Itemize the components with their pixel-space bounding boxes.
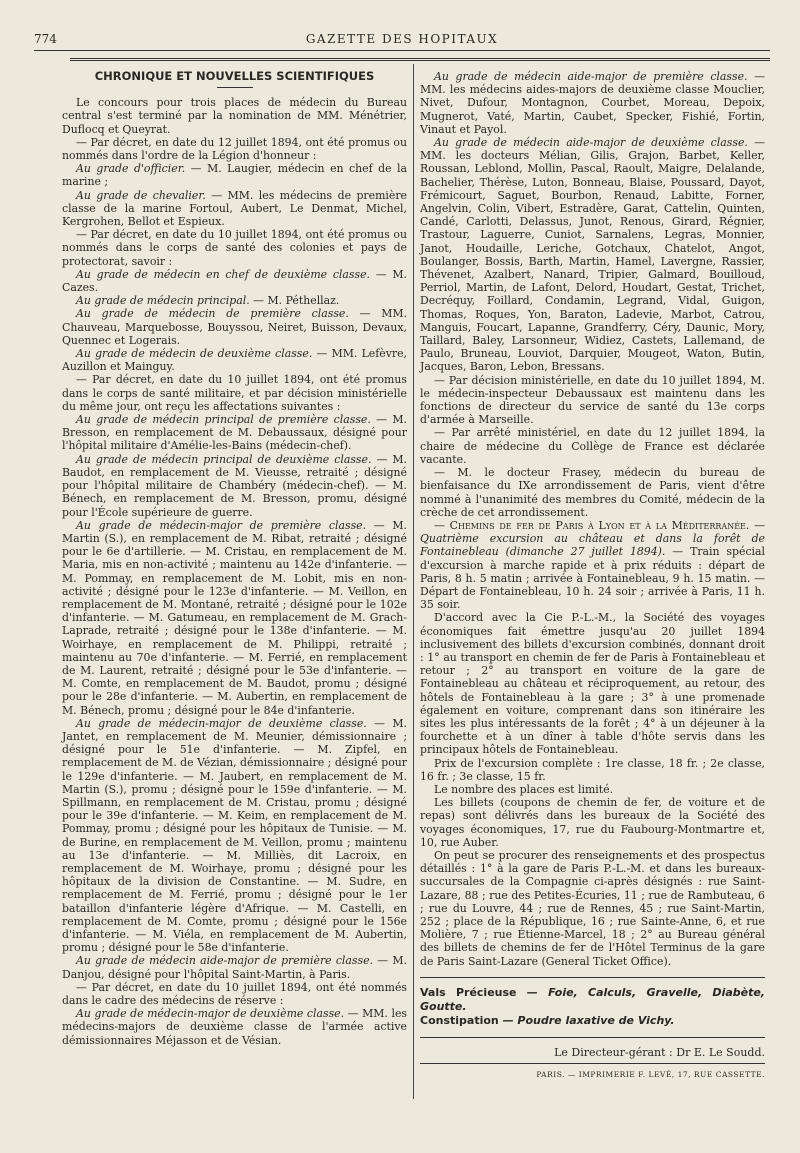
paragraph: [420, 519, 765, 611]
left-column: [62, 70, 407, 1047]
page-number: 774: [34, 32, 57, 46]
paragraph-lead: Au grade de médecin principal de deuxième classe.: [76, 452, 372, 466]
right-column: [420, 70, 765, 1081]
paragraph-lead: Au grade de médecin aide-major de deuxième classe.: [434, 136, 748, 150]
advertisement-line: [420, 986, 765, 1014]
paragraph: [420, 374, 765, 427]
paragraph-text: — MM. Chauveau, Marquebosse, Bouyssou, Neiret, Buisson, Devaux, Quennec et Logerais.: [62, 307, 407, 347]
paragraph-text: On peut se procurer des renseignements et des prospectus détaillés : 1° à la gare de Paris P.-L.-M. et dans les bureaux-succursales de la Compagnie ci-après désignés : rue Saint-Lazare, 88 ; rue des Petites-Écuries, 11 ; rue de Rambuteau, 6 ; rue du Louvre, 44 ; rue de Rennes, 45 ; rue Saint-Martin, 252 ; place de la République, 16 ; rue Sainte-Anne, 6, et rue Molière, 7 ; rue Étienne-Marcel, 18 ; 2° au Bureau général des billets de chemins de fer de l'Hôtel Terminus de la gare de Paris Saint-Lazare (General Ticket Office).: [420, 848, 765, 968]
paragraph-lead: Au grade de médecin de première classe.: [76, 307, 349, 321]
paragraph-lead: Au grade de médecin-major de deuxième classe.: [76, 1007, 345, 1021]
printer-imprint: PARIS. — IMPRIMERIE F. LEVÉ, 17, RUE CASSETTE.: [420, 1063, 765, 1081]
column-divider: [413, 64, 414, 1099]
advertisement-text: — Foie, Calculs, Gravelle, Diabète, Goutte.: [420, 985, 765, 1013]
header-rule: [34, 50, 770, 51]
paragraph-lead: Au grade de médecin principal.: [76, 294, 250, 308]
advertisements: [420, 986, 765, 1028]
director-signature: Le Directeur-gérant : Dr E. Le Soudd.: [554, 1045, 765, 1059]
paragraph-text: Le nombre des places est limité.: [434, 782, 614, 796]
paragraph: [62, 307, 407, 347]
paragraph-lead: — Quatrième excursion au château et dans la forêt de Fontainebleau (dimanche 27 juillet 1894).: [420, 518, 765, 559]
section-title: CHRONIQUE ET NOUVELLES SCIENTIFIQUES: [94, 69, 375, 83]
paragraph: [420, 783, 765, 796]
paragraph-lead: Au grade de médecin-major de deuxième classe.: [76, 716, 367, 730]
paragraph-text: — MM. les médecins-majors de deuxième classe de l'armée active démissionnaires Méjasson et de Vésian.: [62, 1007, 407, 1047]
signature-rule: [420, 1037, 765, 1038]
paragraph: [420, 757, 765, 783]
paragraph: [62, 268, 407, 294]
advertisement-line: [420, 1014, 765, 1028]
paragraph-caps-heading: — Chemins de fer de Paris à Lyon et à la Méditerranée.: [434, 518, 750, 532]
paragraph: [62, 413, 407, 453]
paragraph-text: — MM. les médecins aides-majors de deuxième classe Mouclier, Nivet, Dufour, Montagnon, Courbet, Moreau, Depoix, Mugnerot, Vaté, Martin, Caubet, Specker, Fishié, Fortin, Vinaut et Payol.: [420, 70, 765, 136]
advertisement-label: Constipation: [420, 1013, 499, 1027]
paragraph-lead: Au grade de médecin en chef de deuxième classe.: [76, 267, 370, 281]
paragraph: [62, 519, 407, 717]
paragraph-text: — M. Jantet, en remplacement de M. Meunier, démissionnaire ; désigné pour le 51e d'infanterie. — M. Zipfel, en remplacement de M. de Vézian, démissionnaire ; désigné pour le 129e d'infanterie. — M. Jaubert, en remplacement de M. Martin (S.), promu ; désigné pour le 159e d'infanterie. — M. Spillmann, en remplacement de M. Cristau, promu ; désigné pour le 39e d'infanterie. — M. Keim, en remplacement de M. Pommay, promu ; désigné pour les hôpitaux de Tunisie. — M. de Burine, en remplacement de M. Veillon, promu ; maintenu au 13e d'infanterie. — M. Milliès, dit Lacroix, en remplacement de M. Woirhaye, promu ; désigné pour les hôpitaux de la division de Constantine. — M. Sudre, en remplacement de M. Ferrié, promu ; désigné pour le 1er bataillon d'infanterie légère d'Afrique. — M. Castelli, en remplacement de M. Comte, promu ; désigné pour le 156e d'infanterie. — M. Viéla, en remplacement de M. Aubertin, promu ; désigné pour le 58e d'infanterie.: [62, 716, 407, 955]
paragraph-text: — M. Baudot, en remplacement de M. Vieusse, retraité ; désigné pour l'hôpital militaire de Chambéry (médecin-chef). — M. Bénech, en remplacement de M. Bresson, promu, désigné pour l'École supérieure de guerre.: [62, 452, 407, 519]
paragraph-text: — Par décret, en date du 10 juillet 1894, ont été nommés dans le cadre des médecins de réserve :: [62, 980, 407, 1008]
paragraph-text: — MM. les médecins de première classe de la marine Fortoul, Aubert, Le Denmat, Michel, Kergrohen, Bellot et Espieux.: [62, 188, 407, 229]
paragraph: [62, 453, 407, 519]
paragraph: [420, 611, 765, 756]
paragraph-text: — Par décision ministérielle, en date du 10 juillet 1894, M. le médecin-inspecteur Debaussaux est maintenu dans les fonctions de directeur du service de santé du 13e corps d'armée à Marseille.: [420, 373, 765, 427]
paragraph-text: — M. Danjou, désigné pour l'hôpital Saint-Martin, à Paris.: [62, 954, 407, 981]
paragraph-text: D'accord avec la Cie P.-L.-M., la Société des voyages économiques fait émettre jusqu'au 20 juillet 1894 inclusivement des billets d'excursion combinés, donnant droit : 1° au transport en chemin de fer de Paris à Fontainebleau et retour ; 2° au transport en voiture de la gare de Fontainebleau au château et réciproquement, au retour, des hôtels de Fontainebleau à la gare ; 3° à une promenade également en voiture, comprenant dans son itinéraire les sites les plus intéressants de la forêt ; 4° à un déjeuner à la fourchette et à un dîner à table d'hôte servis dans les principaux hôtels de Fontainebleau.: [420, 611, 765, 757]
paragraph: [420, 136, 765, 374]
paragraph: [62, 347, 407, 373]
paragraph: [62, 189, 407, 229]
paragraph: [62, 228, 407, 268]
paragraph-text: — MM. Lefèvre, Auzillon et Mainguy.: [62, 347, 407, 374]
paragraph-text: — M. Laugier, médecin en chef de la marine ;: [62, 162, 407, 189]
paragraph: [62, 294, 407, 307]
paragraph-lead: Au grade de chevalier.: [76, 188, 206, 202]
paragraph: [420, 466, 765, 519]
paragraph: [62, 981, 407, 1007]
paragraph: [62, 717, 407, 955]
paragraph-text: — M. Péthellaz.: [249, 294, 340, 308]
paragraph: [62, 96, 407, 136]
paragraph: [420, 849, 765, 968]
paragraph-text: — Par décret, en date du 10 juillet 1894, ont été promus ou nommés dans le corps de santé des colonies et pays de protectorat, savoir :: [62, 228, 407, 268]
paragraph: [62, 1007, 407, 1047]
paragraph-text: — Train spécial d'excursion à marche rapide et à prix réduits : départ de Paris, 8 h. 5 matin ; arrivée à Fontainebleau, 9 h. 15 matin. — Départ de Fontainebleau, 10 h. 24 soir ; arrivée à Paris, 11 h. 35 soir.: [420, 545, 765, 612]
page-header: [34, 32, 770, 50]
title-dash: [217, 87, 253, 88]
paragraph-text: — M. Cazes.: [62, 267, 407, 295]
paragraph-text: — M. Bresson, en remplacement de M. Debaussaux, désigné pour l'hôpital militaire d'Amélie-les-Bains (médecin-chef).: [62, 413, 407, 453]
paragraph-text: — Par arrêté ministériel, en date du 12 juillet 1894, la chaire de médecine du Collège de France est déclarée vacante.: [420, 426, 765, 466]
paragraph-lead: Au grade d'officier.: [76, 162, 186, 176]
header-double-rule: [70, 58, 770, 61]
paragraph: [62, 136, 407, 162]
paragraph: [62, 373, 407, 413]
paragraph: [62, 954, 407, 980]
right-paragraphs: [420, 70, 765, 968]
paragraph-lead: Au grade de médecin de deuxième classe.: [76, 347, 313, 361]
advertisement-label: Vals Précieuse: [420, 985, 517, 999]
advertisement-text: — Poudre laxative de Vichy.: [498, 1013, 675, 1027]
paragraph-text: — Par décret, en date du 10 juillet 1894, ont été promus dans le corps de santé militaire, et par décision ministérielle du même jour, ont reçu les affectations suivantes :: [62, 373, 407, 413]
paragraph-text: Le concours pour trois places de médecin du Bureau central s'est terminé par la nomination de MM. Ménétrier, Duflocq et Queyrat.: [62, 96, 407, 136]
paragraph: [62, 162, 407, 188]
paragraph: [420, 796, 765, 849]
paragraph-lead: Au grade de médecin principal de première classe.: [76, 413, 371, 427]
publication-title: GAZETTE DES HOPITAUX: [305, 32, 499, 46]
left-paragraphs: [62, 96, 407, 1047]
paragraph-text: — M. le docteur Frasey, médecin du bureau de bienfaisance du IXe arrondissement de Paris, vient d'être nommé à l'unanimité des membres du Comité, médecin de la crèche de cet arrondissement.: [420, 466, 765, 519]
ads-rule: [420, 977, 765, 978]
paragraph-text: — M. Martin (S.), en remplacement de M. Ribat, retraité ; désigné pour le 6e d'artillerie. — M. Cristau, en remplacement de M. Maria, mis en non-activité ; maintenu au 142e d'infanterie. — M. Pommay, en remplacement de M. Lobit, mis en non-activité ; désigné pour le 123e d'infanterie. — M. Veillon, en remplacement de M. Montané, retraité ; désigné pour le 102e d'infanterie. — M. Gatumeau, en remplacement de M. Grach-Laprade, retraité ; désigné pour le 138e d'infanterie. — M. Woirhaye, en remplacement de M. Philippi, retraité ; maintenu au 70e d'infanterie. — M. Ferrié, en remplacement de M. Laurent, retraité ; désigné pour le 53e d'infanterie. — M. Comte, en remplacement de M. Baudot, promu ; désigné pour le 28e d'infanterie. — M. Aubertin, en remplacement de M. Bénech, promu ; désigné pour le 84e d'infanterie.: [62, 518, 407, 717]
paragraph: [420, 426, 765, 466]
paragraph-text: Prix de l'excursion complète : 1re classe, 18 fr. ; 2e classe, 16 fr. ; 3e classe, 15 fr.: [420, 756, 765, 783]
paragraph-text: — Par décret, en date du 12 juillet 1894, ont été promus ou nommés dans l'ordre de la Légion d'honneur :: [62, 135, 407, 163]
paragraph: [420, 70, 765, 136]
paragraph-lead: Au grade de médecin aide-major de première classe.: [434, 70, 748, 83]
paragraph-text: — MM. les docteurs Mélian, Gilis, Grajon, Barbet, Keller, Roussan, Leblond, Mollin, Pascal, Raoult, Maigre, Delalande, Bachelier, Thérèse, Luton, Bonneau, Blaise, Poussard, Dayot, Frémicourt, Saguet, Bourbon, Renaud, Labitte, Forner, Angelvin, Colin, Vibert, Estradère, Garat, Cattelin, Quinten, Candé, Carlotti, Delassus, Junot, Renous, Girard, Régnier, Trastour, Laguerre, Cuniot, Sarnalens, Legras, Monnier, Janot, Houdaille, Leriche, Gotchaux, Chatelot, Angot, Boulanger, Bossis, Barth, Martin, Hamel, Lavergne, Rassier, Thévenet, Azalbert, Nanard, Tripier, Galmard, Bouilloud, Perriol, Martin, de Lafont, Delord, Houdart, Gestat, Trichet, Decréquy, Foillard, Condamin, Legrand, Vidal, Guigon, Thomas, Roques, Yon, Baraton, Ladevie, Marbot, Catrou, Manguis, Foucart, Lapanne, Grandferry, Céry, Daunic, Mory, Taillard, Baley, Larsonneur, Widiez, Castets, Lallemand, de Paulo, Bruneau, Louviot, Darquier, Mougeot, Waton, Butin, Jacques, Baron, Lebon, Bressans.: [420, 136, 766, 374]
paragraph-text: Les billets (coupons de chemin de fer, de voiture et de repas) sont délivrés dans les bureaux de la Société des voyages économiques, 17, rue du Faubourg-Montmartre et, 10, rue Auber.: [420, 796, 765, 849]
paragraph-lead: Au grade de médecin aide-major de première classe.: [76, 954, 373, 968]
paragraph-lead: Au grade de médecin-major de première classe.: [76, 518, 367, 532]
